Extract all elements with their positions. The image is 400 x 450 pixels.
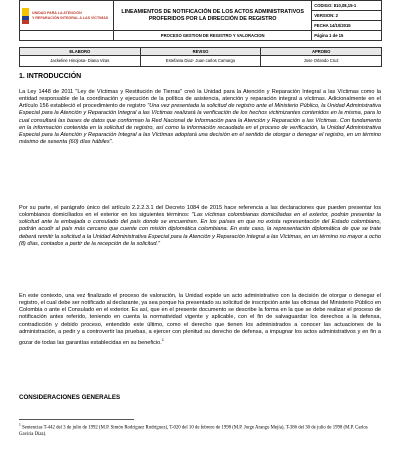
colombia-flag-icon (22, 8, 29, 24)
logo-text-line1: UNIDAD PARA LA ATENCIÓN (32, 11, 82, 16)
intro-paragraph-3-text: En este contexto, una vez finalizado el proceso de valoración, la Unidad expide un acto administrativo con la decisión de otorgar o denegar el registro, el cual debe ser notificado al declarante, ya sea porque ha presentado su solicitud de inscripción ante las oficinas del Ministerio Público en Colombia o ante el Consulado en el exterior. Es así, que en el presente documento se describe la forma en la que se debe realizar el proceso de notificación antes referido, teniendo en cuenta la normatividad vigente y aplicable, con el fin de salvaguardar los derechos a la defensa, contradicción y debido proceso, entendido este último, como el derecho que tienen los administrados a conocer las actuaciones de la administración, a pedir y a controvertir las pruebas, a ejercer con plenitud su derecho de defensa, a impugnar los actos administrativos y en fin a gozar de todas las garantías establecidas en su beneficio. (19, 293, 381, 346)
document-date: FECHA 14/10/2015 (312, 21, 382, 31)
footnote-ref: 1 (161, 336, 165, 342)
unidad-victimas-logo (20, 5, 113, 27)
intro-paragraph-1 (19, 89, 381, 146)
footnote-separator (19, 419, 134, 420)
footnote (19, 422, 381, 438)
footnote-number: 1 (19, 423, 21, 427)
intro-paragraph-2-quote: "Las víctimas colombianas domiciliadas en el exterior, podrán presentar la solicitud ante la embajada o consulado del país donde se encuentren. En los países en que no exista representación del Estado colombiano, podrán acudir al país más cercano que cuente con misión diplomática colombiana. En este caso, la representación diplomática de que se trate deberá remitir la solicitud a la Unidad Administrativa Especial para la Atención y Reparación Integral a las Víctimas, en un término no mayor a ocho (8) días, contados a partir de la recepción de la solicitud." (19, 212, 381, 247)
document-version: VERSION: 2 (312, 11, 382, 21)
process-name: PROCESO GESTION DE REGISTRO Y VALORACION (114, 31, 312, 41)
footnote-text: Sentencias T-442 del 3 de julio de 1992 (M.P. Simón Rodríguez Rodríguez), T-020 del 10 de febrero de 1998 (M.P. Jorge Arango Mejía), T-386 del 30 de julio de 1998 (M.P. Carlos Gaviria Díaz). (19, 425, 368, 437)
elaboro-header: ELABORO (20, 48, 141, 56)
introduction-heading: 1. INTRODUCCIÓN (19, 73, 82, 80)
page-number: Página 1 de 15 (312, 31, 382, 41)
document-code: CODIGO: 810,08,15-1 (312, 1, 382, 11)
intro-paragraph-2-text: Por su parte, el parágrafo único del artículo 2.2.2.3.1 del Decreto 1084 de 2015 hace referencia a las declaraciones que pueden presentar los colombianos domiciliados en el exterior en los siguientes términos: (19, 205, 381, 219)
logo-text (32, 11, 108, 19)
document-title: LINEAMIENTOS DE NOTIFICACIÓN DE LOS ACTOS ADMINISTRATIVOS PROFERIDOS POR LA DIRECCIÓN DE REGISTRO (114, 1, 312, 31)
intro-paragraph-3 (19, 293, 381, 347)
reviso-name: Estefania Diaz- Juan carlos Camargo (140, 56, 261, 67)
intro-paragraph-1-quote: "Una vez presentada la solicitud de registro ante el Ministerio Público, la Unidad Administrativa Especial para la Atención y Reparación Integral a las Víctimas realizará la verificación de los hechos victimizantes contenidos en la misma, para lo cual consultará las bases de datos que conforman la Red Nacional de Información para la Atención y Reparación a las Víctimas. Con fundamento en la información contenida en la solicitud de registro, así como la información recaudada en el proceso de verificación, la Unidad Administrativa Especial para la Atención y Reparación Integral a las Víctimas adoptará una decisión en el sentido de otorgar o denegar el registro, en un término máximo de sesenta (60) días hábiles". (19, 103, 381, 146)
aprobo-header: APROBO (261, 48, 382, 56)
general-considerations-heading: CONSIDERACIONES GENERALES (19, 394, 121, 401)
elaboro-name: Jackeline Hinojosa- Diana Viras (20, 56, 141, 67)
logo-cell (20, 1, 114, 31)
logo-text-line2: Y REPARACIÓN INTEGRAL A LAS VÍCTIMAS (32, 15, 109, 20)
intro-paragraph-2 (19, 205, 381, 248)
intro-paragraph-1-text: La Ley 1448 de 2011 "Ley de Víctimas y Restitución de Tierras" creó la Unidad para la Atención y Reparación Integral a las Víctimas como la entidad responsable de la coordinación y ejecución de la política de asistencia, atención y reparación integral a víctimas. Adicionalmente en el Artículo 156 estableció el procedimiento de registro (19, 89, 381, 110)
document-header (19, 0, 382, 41)
logo-cell-lower (20, 31, 114, 41)
reviso-header: REVISO (140, 48, 261, 56)
approval-table (19, 47, 382, 67)
aprobo-name: Jose Orlando Cruz (261, 56, 382, 67)
